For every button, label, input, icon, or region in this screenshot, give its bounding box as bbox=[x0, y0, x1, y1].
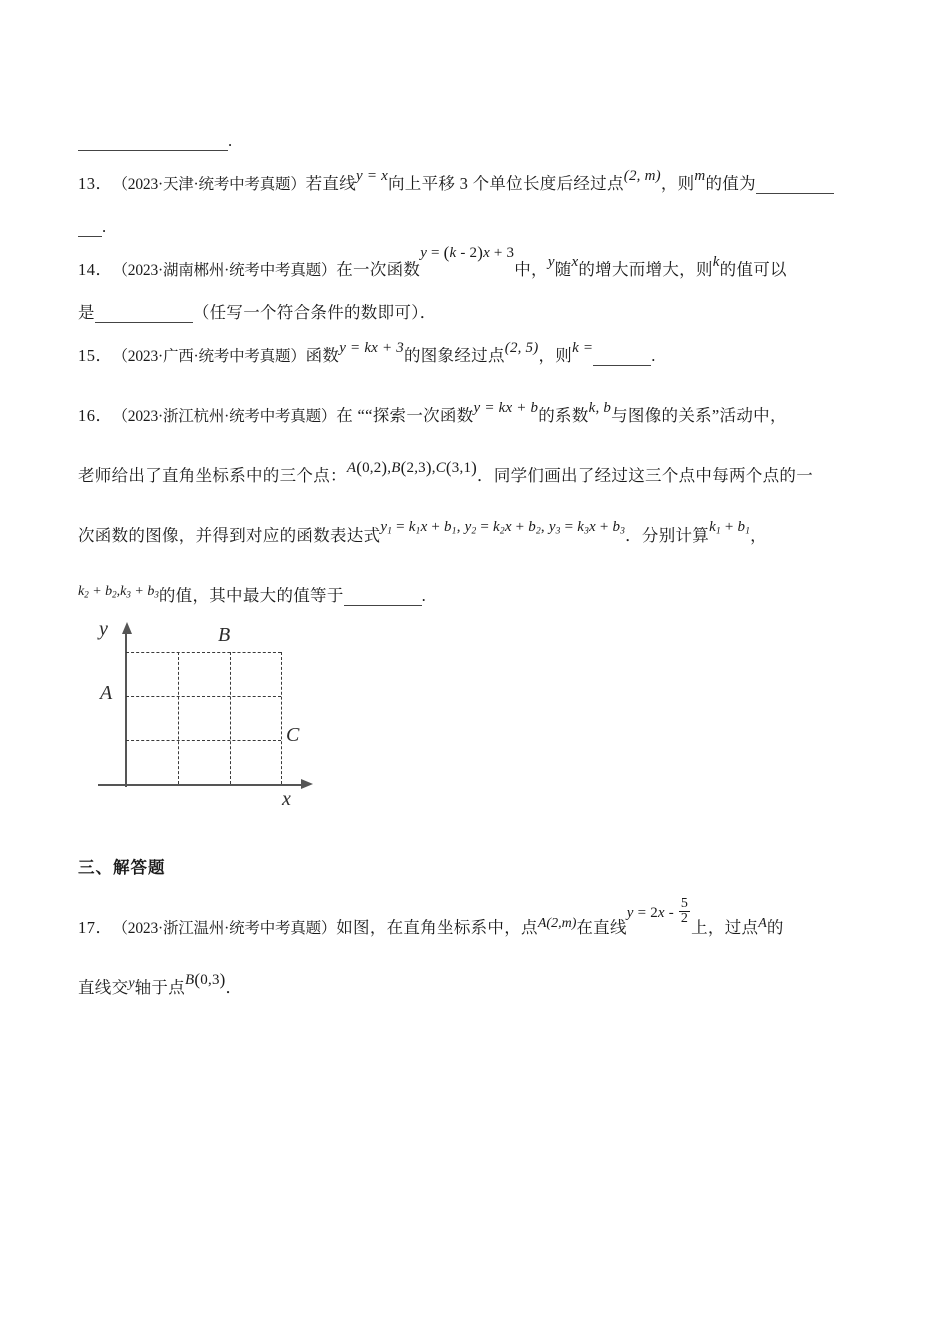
question-15-source: （2023·广西·统考中考真题） bbox=[112, 348, 306, 365]
question-16-line-4 bbox=[78, 546, 878, 606]
question-13-number: 13． bbox=[78, 174, 113, 193]
question-16-sums-2-3: $k_2 + b_2,k_3 + b_3$ bbox=[78, 584, 159, 600]
question-14-var-k: k bbox=[712, 254, 720, 270]
question-17-punct: ． bbox=[225, 978, 243, 997]
point-label-B: B bbox=[218, 624, 231, 646]
question-17-line-2 bbox=[78, 938, 878, 998]
question-14-number: 14． bbox=[78, 260, 113, 279]
question-16-coefficients: k, b bbox=[588, 400, 612, 416]
question-13-answer-blank[interactable] bbox=[756, 178, 834, 194]
question-15-text-3: ，则 bbox=[538, 346, 573, 365]
question-16-text-2: 的系数 bbox=[538, 406, 589, 425]
question-17-text-3: 上，过点 bbox=[691, 918, 759, 937]
fraction-five-halves bbox=[679, 897, 690, 927]
question-13-text-1: 若直线 bbox=[305, 174, 357, 193]
question-16-line3-lead: 次函数的图像，并得到对应的函数表达式 bbox=[78, 526, 381, 545]
grid-dashed-line-bottom bbox=[126, 740, 281, 741]
question-16-line2-tail: ．同学们画出了经过这三个点中每两个点的一 bbox=[477, 466, 814, 485]
question-16-line2-lead: 老师给出了直角坐标系中的三个点： bbox=[78, 466, 347, 485]
question-14-answer-blank[interactable] bbox=[95, 307, 193, 323]
x-axis-label: x bbox=[282, 788, 291, 810]
grid-dashed-line-top bbox=[126, 652, 281, 653]
grid-dashed-col-3 bbox=[281, 652, 282, 784]
question-16-points: A(0,2),B(2,3),C(3,1) bbox=[346, 458, 478, 477]
question-17-line2-lead: 直线交 bbox=[78, 978, 129, 997]
fraction-numerator: 5 bbox=[680, 895, 689, 911]
point-label-A: A bbox=[100, 682, 113, 704]
question-13-text-4: 的值为 bbox=[705, 174, 756, 193]
question-13-answer-blank-cont[interactable] bbox=[78, 221, 102, 237]
question-17-axis-y: y bbox=[128, 976, 135, 991]
question-16-source: （2023·浙江杭州·统考中考真题） bbox=[112, 408, 337, 425]
question-14-source: （2023·湖南郴州·统考中考真题） bbox=[112, 262, 337, 279]
question-13-variable: m bbox=[694, 168, 706, 184]
question-17-point-A: A(2,m) bbox=[537, 916, 577, 931]
question-14-text-5: 的值可以 bbox=[719, 260, 787, 279]
question-17-number: 17． bbox=[78, 918, 113, 937]
question-13-text-2: 向上平移 3 个单位长度后经过点 bbox=[387, 174, 624, 193]
question-17-var-A: A bbox=[758, 916, 767, 931]
x-axis-line bbox=[98, 784, 303, 786]
question-14-line-1 bbox=[78, 237, 878, 280]
question-16-line3-mid: ．分别计算 bbox=[625, 526, 710, 545]
question-15-punct: . bbox=[651, 346, 656, 365]
question-16-text-3: 与图像的关系”活动中， bbox=[611, 406, 787, 425]
question-17-line-equation: y = 2x - $\frac{5}{2}$ bbox=[626, 895, 689, 927]
question-16-text-1b: “探索一次函数 bbox=[365, 406, 474, 425]
question-16-text-1: 在 “ bbox=[336, 406, 366, 425]
question-15-var-k: k = bbox=[572, 340, 594, 356]
question-16-formula-1: y = kx + b bbox=[473, 400, 539, 416]
question-13-source: （2023·天津·统考中考真题） bbox=[112, 176, 306, 193]
question-16-punct: . bbox=[421, 586, 427, 605]
continued-blank-row bbox=[78, 108, 878, 151]
question-14-text-2: 中， bbox=[514, 260, 548, 279]
question-13-punct: . bbox=[102, 217, 107, 236]
question-16-line-2 bbox=[78, 426, 878, 486]
question-17-text-1: 如图，在直角坐标系中，点 bbox=[336, 918, 538, 937]
y-axis-line bbox=[125, 632, 127, 787]
question-15-number: 15． bbox=[78, 346, 113, 365]
question-16-answer-blank[interactable] bbox=[344, 590, 422, 606]
question-17-text-4: 的 bbox=[766, 918, 784, 937]
y-axis-label: y bbox=[99, 618, 108, 640]
question-16-line-1 bbox=[78, 366, 878, 426]
section-heading: 三、解答题 bbox=[78, 858, 166, 877]
page-content bbox=[78, 108, 878, 998]
coordinate-grid-figure bbox=[78, 612, 378, 822]
question-15-text-1: 函数 bbox=[305, 346, 340, 365]
question-15-text-2: 的图象经过点 bbox=[403, 346, 505, 365]
question-17-point-B: B(0,3) bbox=[185, 970, 226, 989]
fraction-denominator: 2 bbox=[680, 911, 689, 927]
question-15-formula: y = kx + 3 bbox=[339, 340, 404, 356]
grid-dashed-line-middle bbox=[126, 696, 281, 697]
question-16-line3-tail: ， bbox=[750, 526, 767, 545]
point-label-C: C bbox=[286, 724, 300, 746]
question-16-number: 16． bbox=[78, 406, 113, 425]
question-14-var-x: x bbox=[571, 254, 579, 270]
question-16-sum-1: $k_1 + b_1$ bbox=[709, 519, 751, 537]
question-14-line-2 bbox=[78, 280, 878, 323]
question-16-line4-text: 的值，其中最大的值等于 bbox=[158, 586, 344, 605]
x-axis-arrow-icon bbox=[301, 779, 313, 789]
question-17-source: （2023·浙江温州·统考中考真题） bbox=[112, 920, 337, 937]
question-15-line-1 bbox=[78, 323, 878, 366]
question-17-text-2: 在直线 bbox=[576, 918, 627, 937]
grid-dashed-col-1 bbox=[178, 652, 179, 784]
question-13-point: (2, m) bbox=[623, 168, 661, 184]
question-17-line2-mid: 轴于点 bbox=[134, 978, 186, 997]
continued-blank-punct: . bbox=[228, 131, 233, 150]
question-14-line2-tail: （任写一个符合条件的数即可）． bbox=[192, 303, 437, 322]
grid-dashed-col-2 bbox=[230, 652, 231, 784]
question-14-line2-lead: 是 bbox=[78, 303, 95, 322]
question-16-expressions: $y_1 = k_1x + b_1$, $y_2 = k_2x + b_2$, $y_3 = k_3x + b_3$ bbox=[380, 519, 626, 537]
question-13-line-1 bbox=[78, 151, 878, 194]
question-15-point: (2, 5) bbox=[504, 340, 539, 356]
question-13-line-2 bbox=[78, 194, 878, 237]
question-13-text-3: ，则 bbox=[660, 174, 695, 193]
question-15-answer-blank[interactable] bbox=[593, 350, 651, 366]
question-14-text-1: 在一次函数 bbox=[336, 260, 421, 279]
question-14-var-y: y bbox=[547, 254, 555, 270]
section-heading-row bbox=[78, 836, 878, 878]
question-17-line-1 bbox=[78, 878, 878, 938]
question-16-line-3 bbox=[78, 486, 878, 546]
answer-blank-continued[interactable] bbox=[78, 135, 228, 151]
question-14-text-4: 的增大而增大，则 bbox=[578, 260, 713, 279]
question-13-formula-1: y = x bbox=[356, 168, 388, 184]
question-14-formula: y = (k - 2)x + 3 bbox=[420, 243, 515, 262]
question-14-text-3: 随 bbox=[554, 260, 572, 279]
